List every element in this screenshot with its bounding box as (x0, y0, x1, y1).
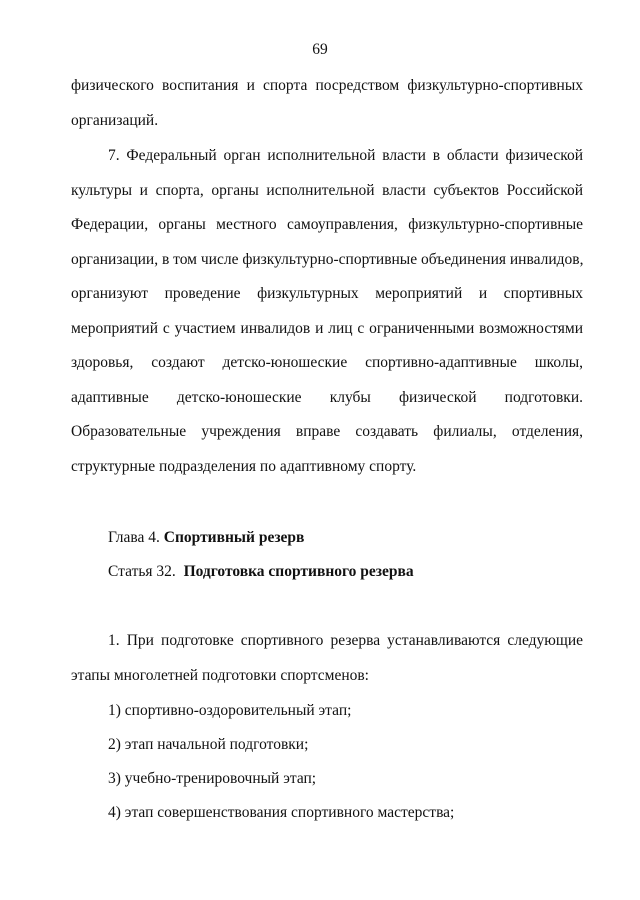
list-item: 4) этап совершенствования спортивного мастерства; (108, 804, 455, 821)
text-line: Федерации, органы местного самоуправления, физкультурно-спортивные (71, 216, 583, 233)
text-line: 7. Федеральный орган исполнительной власти в области физической (108, 147, 583, 164)
text-line: адаптивные детско-юношеские клубы физической подготовки. (71, 388, 583, 406)
text-line: организаций. (71, 111, 159, 129)
text-line: структурные подразделения по адаптивному спорту. (71, 457, 417, 475)
text-line: культуры и спорта, органы исполнительной власти субъектов Российской (71, 181, 583, 199)
text-line: физического воспитания и спорта посредством физкультурно-спортивных (71, 77, 583, 94)
article-heading (108, 563, 414, 581)
text-line: Образовательные учреждения вправе создавать филиалы, отделения, (71, 423, 583, 440)
paragraph-7 (71, 148, 583, 493)
text-line: организуют проведение физкультурных мероприятий и спортивных (71, 285, 583, 302)
text-line: 1. При подготовке спортивного резерва устанавливаются следующие (108, 632, 583, 649)
paragraph-continuation (71, 78, 583, 147)
list-item: 3) учебно-тренировочный этап; (108, 770, 317, 787)
text-line: мероприятий с участием инвалидов и лиц с ограниченными возможностями (71, 319, 583, 337)
paragraph-1 (71, 633, 583, 702)
chapter-title: Спортивный резерв (163, 529, 305, 546)
text-line: этапы многолетней подготовки спортсменов: (71, 666, 369, 684)
text-line: здоровья, создают детско-юношеские спортивно-адаптивные школы, (71, 354, 583, 371)
chapter-heading (108, 529, 304, 547)
article-title: Подготовка спортивного резерва (183, 563, 414, 580)
list-item: 2) этап начальной подготовки; (108, 736, 309, 753)
article-prefix: Статья 32. (108, 563, 176, 580)
list-item: 1) спортивно-оздоровительный этап; (108, 702, 352, 719)
chapter-prefix: Глава 4. (108, 529, 160, 546)
page-number: 69 (312, 41, 328, 58)
text-line: организации, в том числе физкультурно-спортивные объединения инвалидов, (71, 250, 584, 268)
